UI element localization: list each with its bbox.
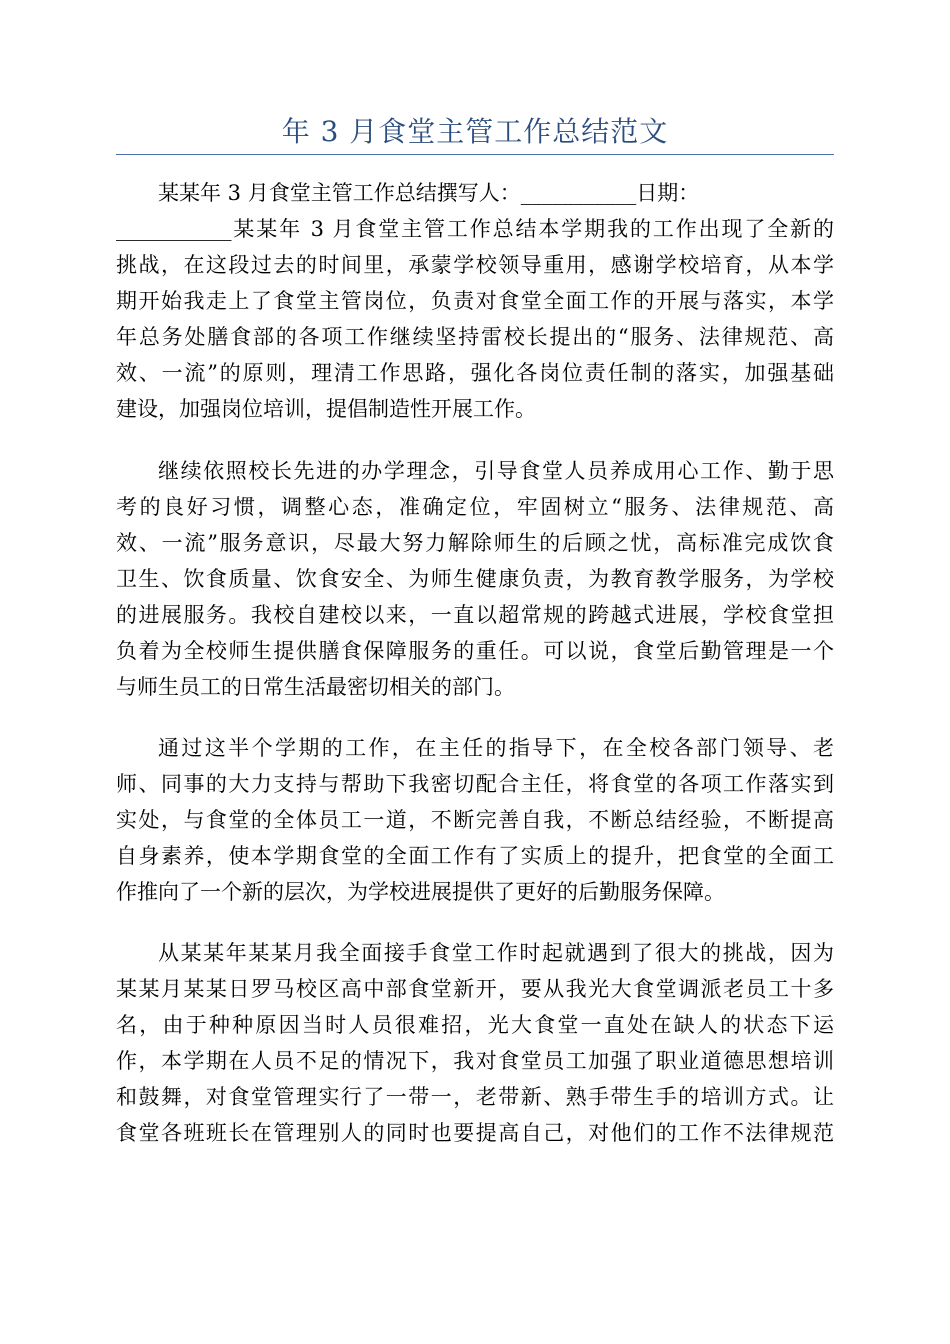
paragraph-line: 自身素养，使本学期食堂的全面工作有了实质上的提升，把食堂的全面工 bbox=[116, 844, 834, 868]
paragraph-line: 作推向了一个新的层次，为学校进展提供了更好的后勤服务保障。 bbox=[116, 880, 725, 904]
paragraph-line: 某某月某某日罗马校区高中部食堂新开，要从我光大食堂调派老员工十多 bbox=[116, 977, 834, 1001]
paragraph-line: 通过这半个学期的工作，在主任的指导下，在全校各部门领导、老 bbox=[158, 736, 834, 760]
paragraph-line: 效、一流”的原则，理清工作思路，强化各岗位责任制的落实，加强基础 bbox=[116, 361, 834, 385]
document-title: 年 3 月食堂主管工作总结范文 bbox=[281, 115, 669, 148]
paragraph-line: 与师生员工的日常生活最密切相关的部门。 bbox=[116, 675, 515, 699]
paragraph-line: 的进展服务。我校自建校以来，一直以超常规的跨越式进展，学校食堂担 bbox=[116, 603, 834, 627]
paragraph-2 bbox=[116, 453, 834, 705]
paragraph-line: 和鼓舞，对食堂管理实行了一带一，老带新、熟手带生手的培训方式。让 bbox=[116, 1085, 834, 1109]
paragraph-line: 实处，与食堂的全体员工一道，不断完善自我，不断总结经验，不断提高 bbox=[116, 808, 834, 832]
paragraph-3 bbox=[116, 730, 834, 910]
paragraph-line: ___________某某年 3 月食堂主管工作总结本学期我的工作出现了全新的 bbox=[116, 217, 834, 241]
paragraph-line: 考的良好习惯，调整心态，准确定位，牢固树立“服务、法律规范、高 bbox=[116, 495, 834, 519]
paragraph-line: 效、一流”服务意识，尽最大努力解除师生的后顾之忧，高标准完成饮食 bbox=[116, 531, 834, 555]
paragraph-line: 负着为全校师生提供膳食保障服务的重任。可以说，食堂后勤管理是一个 bbox=[116, 639, 834, 663]
paragraph-line: 建设，加强岗位培训，提倡制造性开展工作。 bbox=[116, 397, 536, 421]
paragraph-line: 某某年 3 月食堂主管工作总结撰写人：___________日期： bbox=[158, 181, 700, 205]
paragraph-line: 从某某年某某月我全面接手食堂工作时起就遇到了很大的挑战，因为 bbox=[158, 941, 834, 965]
paragraph-1 bbox=[116, 175, 834, 427]
paragraph-line: 年总务处膳食部的各项工作继续坚持雷校长提出的“服务、法律规范、高 bbox=[116, 325, 834, 349]
paragraph-line: 名，由于种种原因当时人员很难招，光大食堂一直处在缺人的状态下运 bbox=[116, 1013, 834, 1037]
paragraph-4 bbox=[116, 935, 834, 1151]
paragraph-line: 师、同事的大力支持与帮助下我密切配合主任，将食堂的各项工作落实到 bbox=[116, 772, 834, 796]
paragraph-line: 食堂各班班长在管理别人的同时也要提高自己，对他们的工作不法律规范 bbox=[116, 1121, 834, 1145]
document-body bbox=[116, 150, 834, 1145]
paragraph-line: 继续依照校长先进的办学理念，引导食堂人员养成用心工作、勤于思 bbox=[158, 459, 834, 483]
paragraph-line: 作，本学期在人员不足的情况下，我对食堂员工加强了职业道德思想培训 bbox=[116, 1049, 834, 1073]
paragraph-line: 期开始我走上了食堂主管岗位，负责对食堂全面工作的开展与落实，本学 bbox=[116, 289, 834, 313]
paragraph-line: 挑战，在这段过去的时间里，承蒙学校领导重用，感谢学校培育，从本学 bbox=[116, 253, 834, 277]
paragraph-line: 卫生、饮食质量、饮食安全、为师生健康负责，为教育教学服务，为学校 bbox=[116, 567, 834, 591]
